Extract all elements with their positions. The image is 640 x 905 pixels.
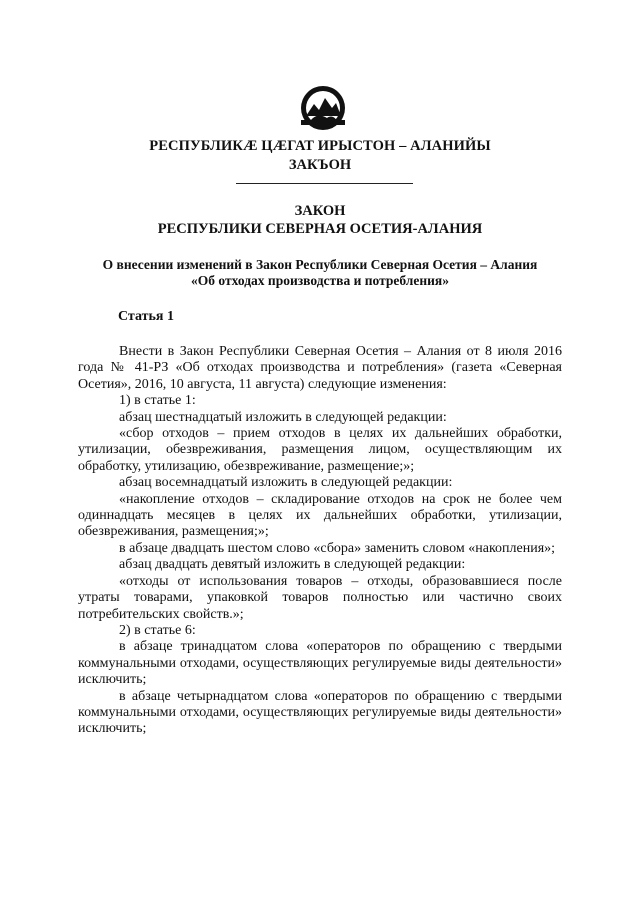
article-heading: Статья 1 bbox=[118, 309, 174, 324]
paragraph: «отходы от использования товаров – отходы, образовавшиеся после утраты товарами, упаковкой товаров полностью или частично своих потребительских свойств.»; bbox=[78, 573, 562, 622]
paragraph: 1) в статье 1: bbox=[119, 393, 196, 409]
paragraph: «накопление отходов – складирование отходов на срок не более чем одиннадцать месяцев в целях их дальнейших обработки, утилизации, обезвреживания, размещения;»; bbox=[78, 491, 562, 540]
paragraph: 2) в статье 6: bbox=[119, 622, 196, 638]
law-title-line-1: О внесении изменений в Закон Республики Северная Осетия – Алания bbox=[102, 257, 538, 272]
paragraph: в абзаце двадцать шестом слово «сбора» заменить словом «накопления»; bbox=[119, 540, 556, 556]
republic-name-russian: РЕСПУБЛИКИ СЕВЕРНАЯ ОСЕТИЯ-АЛАНИЯ bbox=[157, 221, 483, 237]
paragraph: абзац двадцать девятый изложить в следующей редакции: bbox=[119, 557, 466, 573]
article-body bbox=[78, 344, 562, 738]
republic-name-ossetian: РЕСПУБЛИКӔ ЦӔГАТ ИРЫСТОН – АЛАНИЙЫ bbox=[149, 138, 491, 154]
paragraph: в абзаце тринадцатом слова «операторов по обращению с твердыми коммунальными отходами, осуществляющих регулируемые виды деятельности» исключить; bbox=[78, 639, 562, 688]
paragraph: «сбор отходов – прием отходов в целях их дальнейших обработки, утилизации, обезвреживания, размещения лицом, осуществляющим их обработку, утилизацию, обезвреживание, размещение;»; bbox=[78, 426, 562, 474]
law-label-russian: ЗАКОН bbox=[294, 203, 346, 219]
paragraph: Внести в Закон Республики Северная Осетия – Алания от 8 июля 2016 года № 41-РЗ «Об отходах производства и потребления» (газета «Северная Осетия», 2016, 10 августа, 11 августа) следующие изменения: bbox=[78, 344, 562, 392]
paragraph: абзац восемнадцатый изложить в следующей редакции: bbox=[119, 475, 453, 491]
law-label-ossetian: ЗАКЪОН bbox=[288, 157, 352, 173]
header-divider bbox=[236, 183, 413, 184]
paragraph: в абзаце четырнадцатом слова «операторов по обращению с твердыми коммунальными отходами, осуществляющих регулируемые виды деятельности» исключить; bbox=[78, 688, 562, 737]
law-title-line-2: «Об отходах производства и потребления» bbox=[191, 273, 449, 288]
coat-of-arms-emblem bbox=[294, 84, 352, 132]
paragraph: абзац шестнадцатый изложить в следующей редакции: bbox=[119, 409, 447, 425]
